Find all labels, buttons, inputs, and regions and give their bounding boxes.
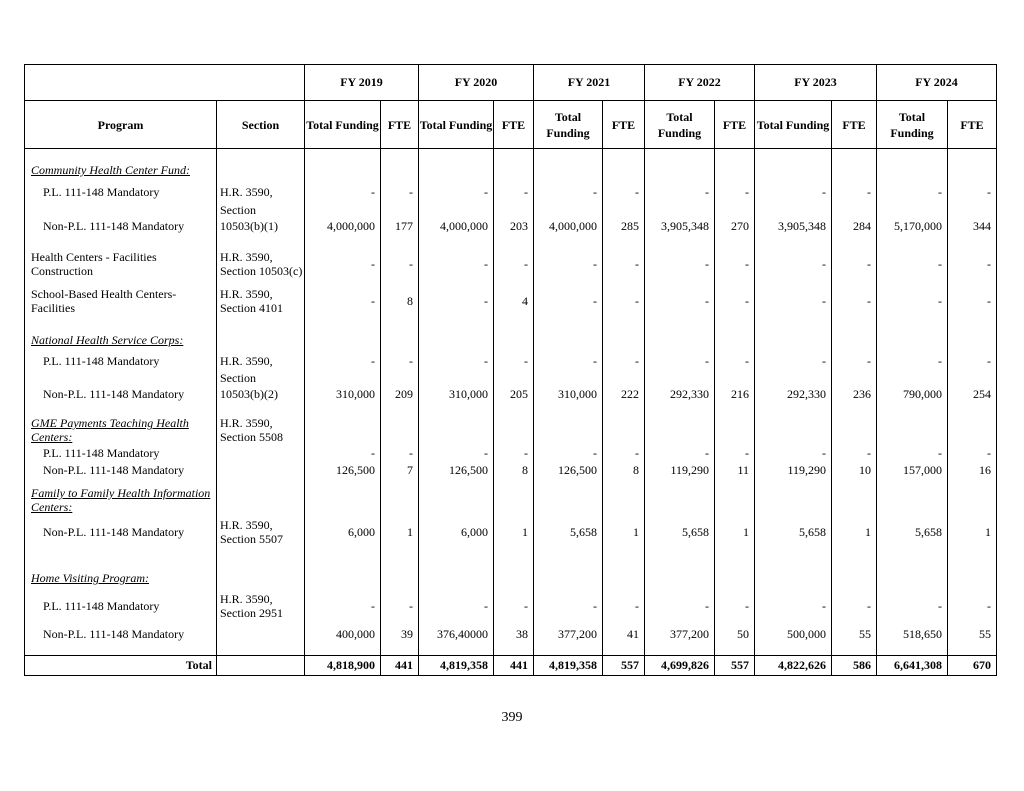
- total-funding-cell: 3,905,348: [755, 217, 832, 235]
- fte-cell: -: [832, 351, 877, 371]
- table-row: [25, 181, 997, 203]
- total-funding-cell: 4,000,000: [419, 217, 494, 235]
- total-funding-cell: 5,658: [877, 515, 948, 549]
- total-funding-cell: -: [419, 589, 494, 623]
- section-label: H.R. 3590,: [217, 181, 305, 203]
- category-row: [25, 159, 997, 181]
- column-header-row: [25, 101, 997, 149]
- total-funding-cell: 5,658: [534, 515, 603, 549]
- total-funding-cell: -: [419, 445, 494, 461]
- program-label: Non-P.L. 111-148 Mandatory: [25, 217, 217, 235]
- program-label: Non-P.L. 111-148 Mandatory: [25, 515, 217, 549]
- total-funding-cell: 518,650: [877, 623, 948, 645]
- program-label: Non-P.L. 111-148 Mandatory: [25, 461, 217, 479]
- section-label: Section: [217, 371, 305, 385]
- total-funding-cell: 310,000: [305, 385, 381, 403]
- total-funding-cell: 6,641,308: [877, 656, 948, 676]
- fte-header: FTE: [494, 101, 534, 149]
- fte-cell: 284: [832, 217, 877, 235]
- table-row: [25, 203, 997, 217]
- total-funding-cell: -: [534, 285, 603, 317]
- fte-cell: 205: [494, 385, 534, 403]
- total-funding-cell: 500,000: [755, 623, 832, 645]
- fte-cell: -: [603, 351, 645, 371]
- total-funding-cell: 126,500: [419, 461, 494, 479]
- category-row: [25, 567, 997, 589]
- fte-cell: -: [494, 351, 534, 371]
- total-funding-cell: -: [305, 445, 381, 461]
- fte-cell: 1: [832, 515, 877, 549]
- fte-cell: -: [948, 351, 997, 371]
- fte-cell: 39: [381, 623, 419, 645]
- category-label: GME Payments Teaching Health Centers:: [31, 416, 189, 444]
- total-funding-cell: -: [877, 351, 948, 371]
- total-funding-cell: -: [877, 181, 948, 203]
- program-label: Non-P.L. 111-148 Mandatory: [25, 623, 217, 645]
- category-label: Home Visiting Program:: [31, 571, 149, 585]
- fte-cell: 1: [603, 515, 645, 549]
- section-label: H.R. 3590, Section 2951: [217, 589, 305, 623]
- fte-header: FTE: [832, 101, 877, 149]
- fiscal-year-header-row: [25, 65, 997, 101]
- table-row: [25, 351, 997, 371]
- total-funding-cell: 400,000: [305, 623, 381, 645]
- fte-cell: 441: [494, 656, 534, 676]
- total-funding-cell: 4,000,000: [534, 217, 603, 235]
- table-row: [25, 623, 997, 645]
- fte-cell: -: [948, 445, 997, 461]
- total-funding-cell: 4,000,000: [305, 217, 381, 235]
- fte-cell: 1: [715, 515, 755, 549]
- total-funding-cell: -: [877, 243, 948, 285]
- fte-cell: 8: [603, 461, 645, 479]
- total-funding-cell: 292,330: [645, 385, 715, 403]
- fte-cell: -: [603, 285, 645, 317]
- fte-cell: 222: [603, 385, 645, 403]
- total-funding-cell: -: [755, 181, 832, 203]
- category-row: [25, 485, 997, 515]
- total-funding-cell: -: [305, 589, 381, 623]
- category-label: National Health Service Corps:: [31, 333, 184, 347]
- table-row: [25, 385, 997, 403]
- total-funding-cell: 119,290: [645, 461, 715, 479]
- total-funding-cell: -: [534, 181, 603, 203]
- section-label: H.R. 3590, Section 5507: [217, 515, 305, 549]
- fte-cell: 270: [715, 217, 755, 235]
- fte-cell: -: [832, 243, 877, 285]
- fte-cell: -: [948, 589, 997, 623]
- total-funding-cell: 377,200: [645, 623, 715, 645]
- fte-cell: -: [381, 181, 419, 203]
- table-row: [25, 285, 997, 317]
- fte-cell: -: [603, 243, 645, 285]
- total-funding-cell: -: [755, 285, 832, 317]
- total-funding-cell: 126,500: [534, 461, 603, 479]
- program-label: School-Based Health Centers-Facilities: [25, 285, 217, 317]
- program-column-header: Program: [25, 101, 217, 149]
- fte-cell: -: [494, 589, 534, 623]
- category-row: [25, 329, 997, 351]
- table-row: [25, 515, 997, 549]
- total-funding-cell: -: [645, 243, 715, 285]
- total-funding-cell: 292,330: [755, 385, 832, 403]
- fte-cell: 441: [381, 656, 419, 676]
- total-label: Total: [25, 656, 217, 676]
- fte-cell: -: [494, 243, 534, 285]
- fte-cell: -: [381, 243, 419, 285]
- fte-cell: 16: [948, 461, 997, 479]
- total-funding-cell: 5,658: [755, 515, 832, 549]
- fte-header: FTE: [715, 101, 755, 149]
- page-number: 399: [501, 710, 523, 725]
- total-funding-header: Total Funding: [877, 101, 948, 149]
- fte-cell: 8: [381, 285, 419, 317]
- fte-cell: 586: [832, 656, 877, 676]
- total-funding-cell: 4,819,358: [534, 656, 603, 676]
- total-funding-cell: 6,000: [305, 515, 381, 549]
- fte-cell: -: [832, 285, 877, 317]
- fy-header: FY 2021: [534, 65, 645, 101]
- funding-table: [24, 64, 997, 676]
- table-row: [25, 445, 997, 461]
- table-row: [25, 371, 997, 385]
- fte-header: FTE: [948, 101, 997, 149]
- fte-cell: -: [381, 589, 419, 623]
- section-column-header: Section: [217, 101, 305, 149]
- fte-cell: -: [832, 589, 877, 623]
- fte-header: FTE: [381, 101, 419, 149]
- fte-cell: 209: [381, 385, 419, 403]
- total-funding-header: Total Funding: [534, 101, 603, 149]
- category-label: Community Health Center Fund:: [31, 163, 190, 177]
- total-funding-cell: 119,290: [755, 461, 832, 479]
- program-label: P.L. 111-148 Mandatory: [25, 181, 217, 203]
- program-label: P.L. 111-148 Mandatory: [25, 589, 217, 623]
- fte-cell: -: [603, 181, 645, 203]
- category-label: Family to Family Health Information Centers:: [31, 486, 211, 514]
- fy-header: FY 2024: [877, 65, 997, 101]
- total-funding-cell: -: [755, 589, 832, 623]
- total-funding-cell: 377,200: [534, 623, 603, 645]
- total-funding-cell: 4,822,626: [755, 656, 832, 676]
- fte-cell: -: [381, 351, 419, 371]
- fte-cell: 4: [494, 285, 534, 317]
- total-funding-cell: 3,905,348: [645, 217, 715, 235]
- table-row: [25, 217, 997, 235]
- fte-cell: 41: [603, 623, 645, 645]
- fte-cell: -: [715, 181, 755, 203]
- total-funding-cell: -: [645, 351, 715, 371]
- total-funding-cell: -: [755, 351, 832, 371]
- fte-cell: -: [715, 243, 755, 285]
- section-label: 10503(b)(2): [217, 385, 305, 403]
- program-label: P.L. 111-148 Mandatory: [25, 351, 217, 371]
- fte-cell: 1: [381, 515, 419, 549]
- total-funding-header: Total Funding: [755, 101, 832, 149]
- fy-header: FY 2022: [645, 65, 755, 101]
- fte-cell: -: [494, 181, 534, 203]
- fte-header: FTE: [603, 101, 645, 149]
- total-funding-cell: 790,000: [877, 385, 948, 403]
- section-label: H.R. 3590, Section 5508: [217, 415, 305, 445]
- total-funding-cell: 5,170,000: [877, 217, 948, 235]
- program-label: Non-P.L. 111-148 Mandatory: [25, 385, 217, 403]
- total-funding-cell: 310,000: [534, 385, 603, 403]
- fte-cell: 1: [494, 515, 534, 549]
- total-funding-cell: 5,658: [645, 515, 715, 549]
- section-label: H.R. 3590,: [217, 351, 305, 371]
- fy-header: FY 2023: [755, 65, 877, 101]
- total-funding-cell: 157,000: [877, 461, 948, 479]
- fte-cell: -: [832, 445, 877, 461]
- total-funding-cell: -: [645, 285, 715, 317]
- fte-cell: -: [832, 181, 877, 203]
- total-funding-cell: -: [305, 351, 381, 371]
- total-funding-cell: -: [305, 181, 381, 203]
- fte-cell: 236: [832, 385, 877, 403]
- total-funding-cell: -: [755, 243, 832, 285]
- total-funding-cell: -: [877, 589, 948, 623]
- fte-cell: 1: [948, 515, 997, 549]
- fte-cell: 177: [381, 217, 419, 235]
- fte-cell: -: [381, 445, 419, 461]
- fte-cell: 344: [948, 217, 997, 235]
- fte-cell: 10: [832, 461, 877, 479]
- fte-cell: 11: [715, 461, 755, 479]
- section-label: Section: [217, 203, 305, 217]
- category-row: [25, 415, 997, 445]
- total-funding-cell: -: [305, 285, 381, 317]
- total-funding-cell: -: [877, 445, 948, 461]
- fte-cell: -: [715, 589, 755, 623]
- table-row: [25, 461, 997, 479]
- section-label: H.R. 3590, Section 4101: [217, 285, 305, 317]
- total-funding-cell: 376,40000: [419, 623, 494, 645]
- total-funding-cell: -: [645, 589, 715, 623]
- total-funding-cell: -: [419, 181, 494, 203]
- fte-cell: 55: [832, 623, 877, 645]
- fy-header: FY 2019: [305, 65, 419, 101]
- fte-cell: 285: [603, 217, 645, 235]
- header-blank-cell: [25, 65, 305, 101]
- program-label: Health Centers - Facilities Construction: [25, 243, 217, 285]
- total-funding-header: Total Funding: [419, 101, 494, 149]
- total-funding-cell: -: [534, 589, 603, 623]
- fte-cell: 557: [603, 656, 645, 676]
- fte-cell: -: [715, 285, 755, 317]
- fte-cell: 50: [715, 623, 755, 645]
- fte-cell: -: [603, 445, 645, 461]
- total-funding-cell: -: [755, 445, 832, 461]
- table-row: [25, 589, 997, 623]
- fte-cell: 8: [494, 461, 534, 479]
- total-funding-cell: -: [534, 243, 603, 285]
- fte-cell: -: [603, 589, 645, 623]
- fte-cell: -: [948, 285, 997, 317]
- total-funding-header: Total Funding: [305, 101, 381, 149]
- total-row: [25, 656, 997, 676]
- fy-header: FY 2020: [419, 65, 534, 101]
- fte-cell: -: [715, 445, 755, 461]
- total-funding-cell: -: [534, 351, 603, 371]
- section-label: H.R. 3590, Section 10503(c): [217, 243, 305, 285]
- total-funding-cell: 6,000: [419, 515, 494, 549]
- fte-cell: 38: [494, 623, 534, 645]
- program-label: P.L. 111-148 Mandatory: [25, 445, 217, 461]
- total-funding-cell: 4,818,900: [305, 656, 381, 676]
- section-label: 10503(b)(1): [217, 217, 305, 235]
- table-row: [25, 243, 997, 285]
- fte-cell: -: [494, 445, 534, 461]
- fte-cell: -: [948, 181, 997, 203]
- total-funding-cell: -: [305, 243, 381, 285]
- fte-cell: -: [715, 351, 755, 371]
- fte-cell: 203: [494, 217, 534, 235]
- total-funding-cell: -: [645, 181, 715, 203]
- fte-cell: 254: [948, 385, 997, 403]
- total-funding-cell: -: [877, 285, 948, 317]
- total-funding-cell: 4,819,358: [419, 656, 494, 676]
- fte-cell: 557: [715, 656, 755, 676]
- total-funding-cell: -: [645, 445, 715, 461]
- total-funding-cell: 126,500: [305, 461, 381, 479]
- fte-cell: -: [948, 243, 997, 285]
- total-funding-cell: 310,000: [419, 385, 494, 403]
- total-funding-cell: 4,699,826: [645, 656, 715, 676]
- fte-cell: 55: [948, 623, 997, 645]
- total-funding-cell: -: [534, 445, 603, 461]
- fte-cell: 7: [381, 461, 419, 479]
- total-funding-cell: -: [419, 351, 494, 371]
- fte-cell: 216: [715, 385, 755, 403]
- total-funding-cell: -: [419, 285, 494, 317]
- total-funding-cell: -: [419, 243, 494, 285]
- total-funding-header: Total Funding: [645, 101, 715, 149]
- fte-cell: 670: [948, 656, 997, 676]
